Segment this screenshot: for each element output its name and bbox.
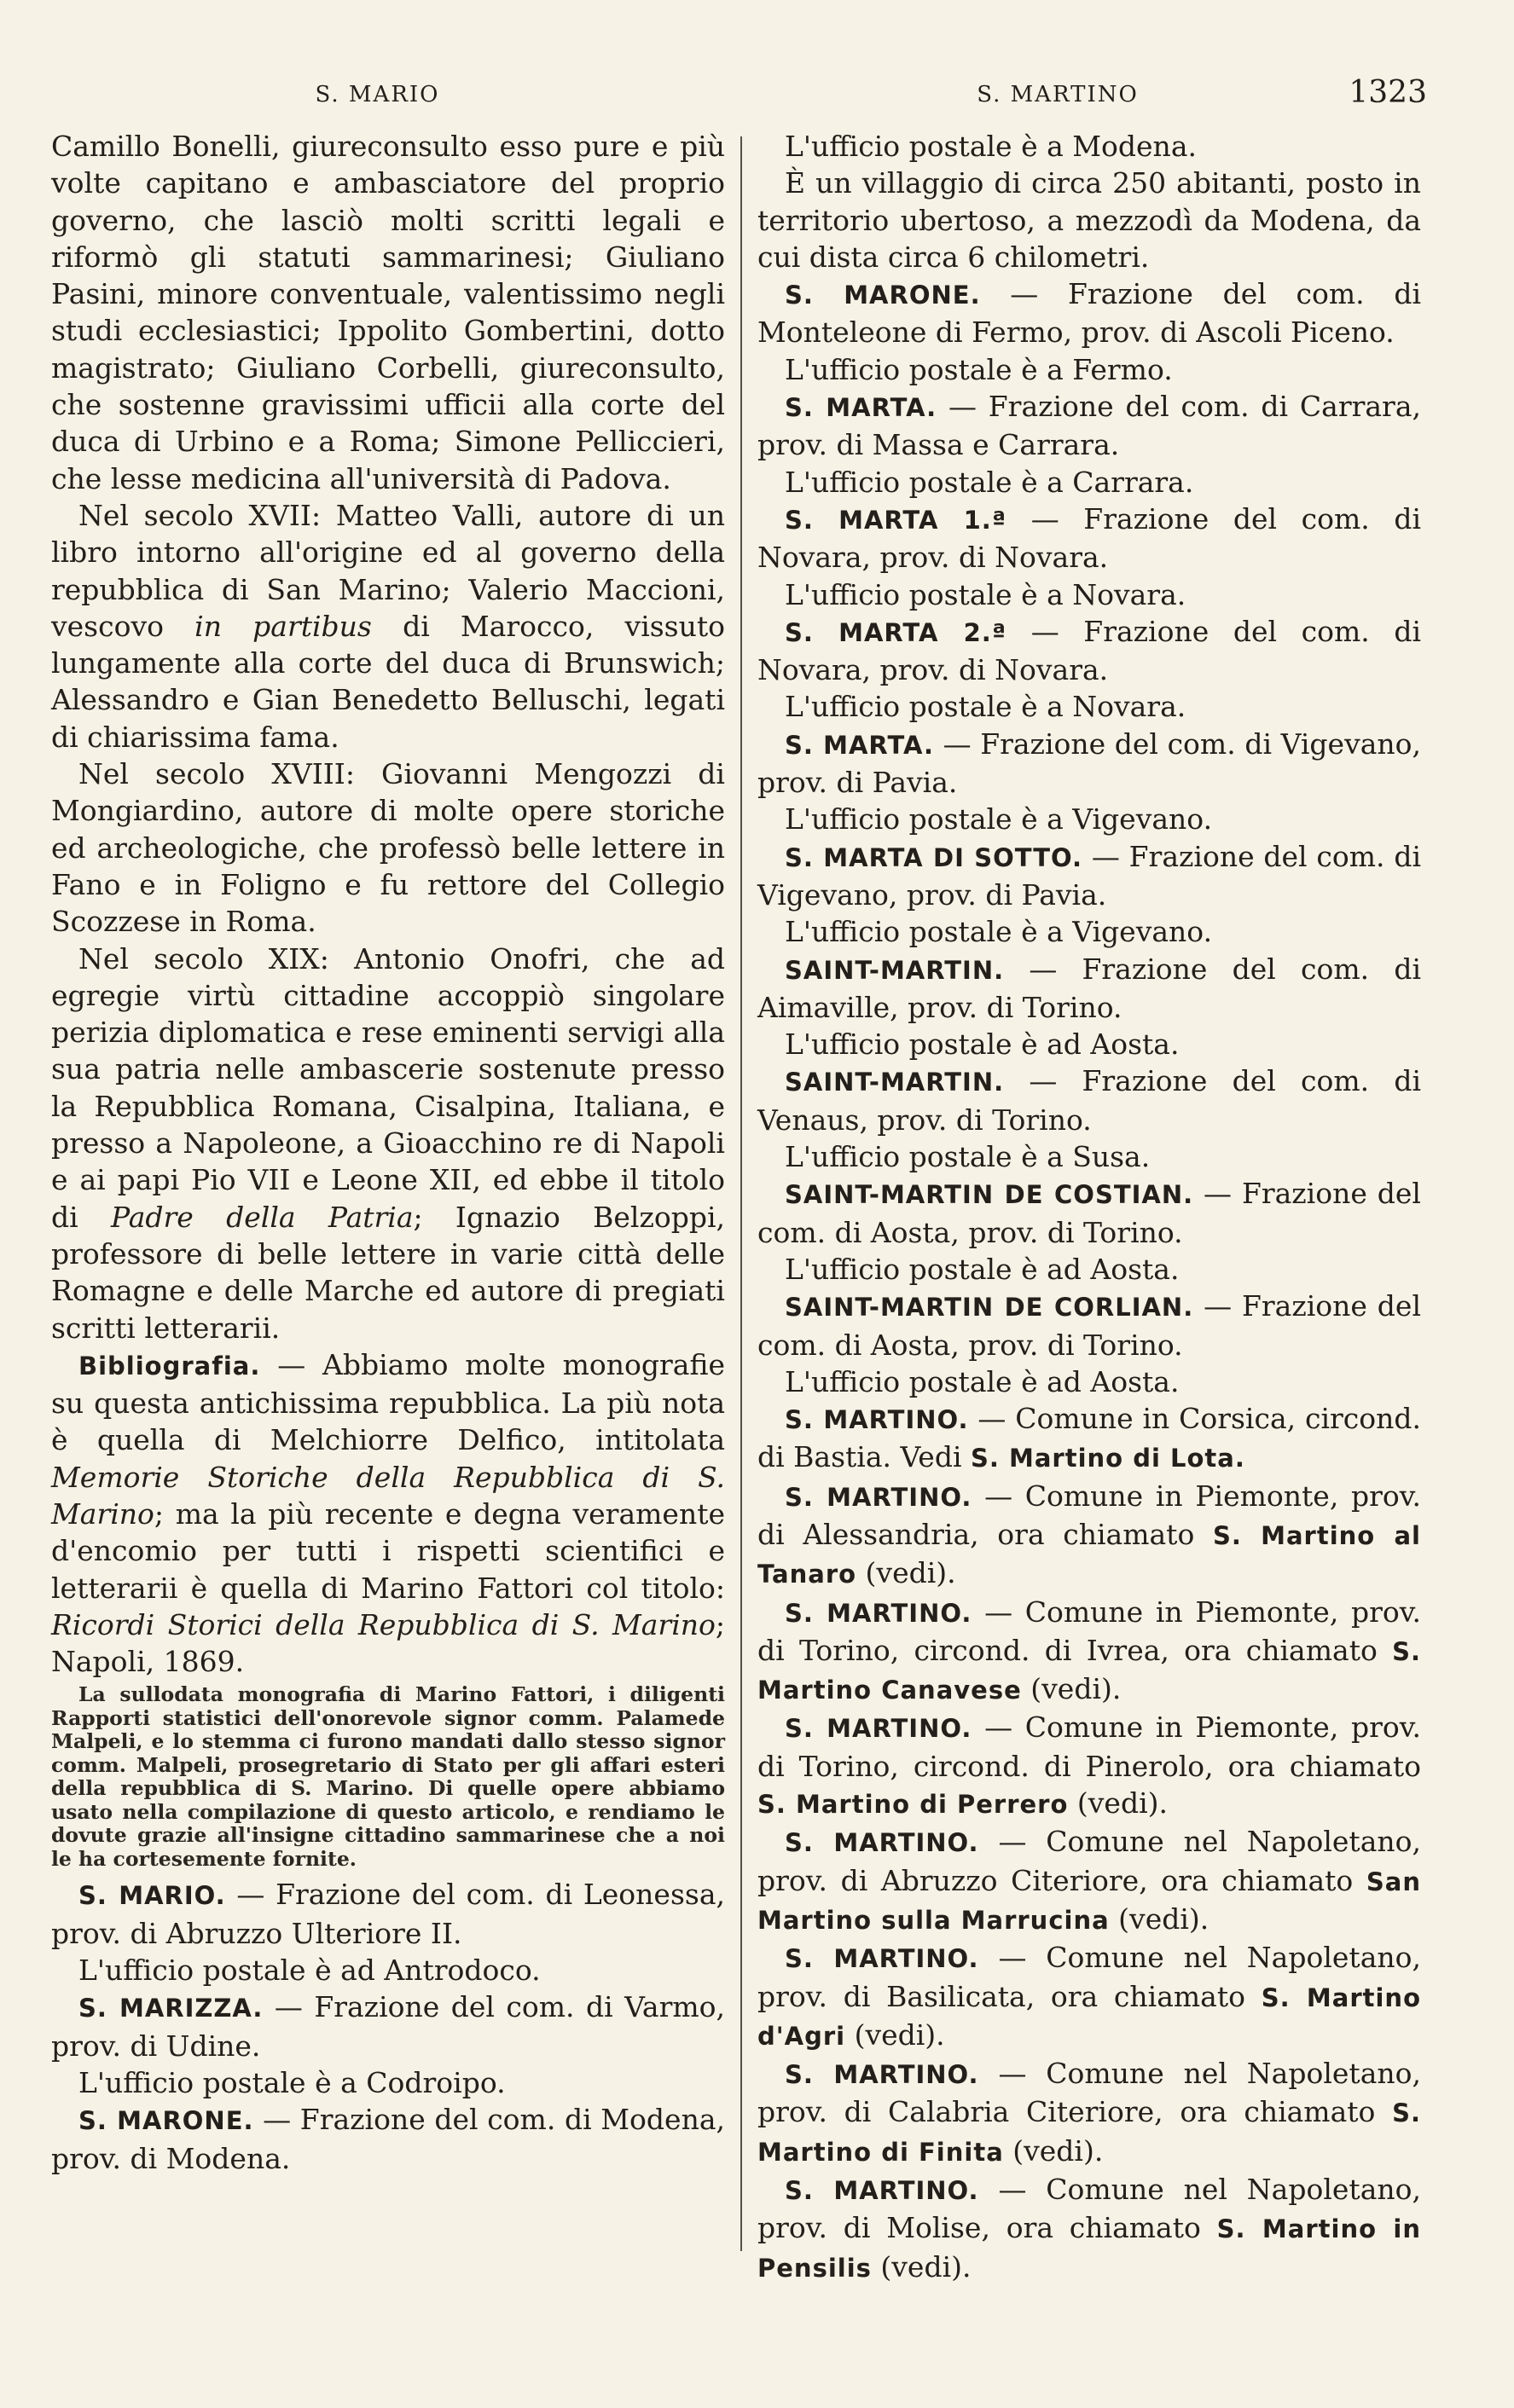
- entry-post: L'ufficio postale è ad Aosta.: [785, 1364, 1180, 1398]
- entry-s-martino-molise: S. MARTINO. — Comune nel Napoletano, prov. di Molise, ora chiamato S. Martino in Pensilis (vedi).: [757, 2173, 1421, 2284]
- running-head-left: S. MARIO: [315, 82, 440, 107]
- page-number: 1323: [1349, 75, 1427, 110]
- entry-s-mario-post: L'ufficio postale è ad Antrodoco.: [78, 1954, 541, 1988]
- entry-post: L'ufficio postale è a Novara.: [785, 577, 1186, 611]
- column-divider: [740, 136, 742, 2251]
- entry-saint-martin-venaus: SAINT-MARTIN. — Frazione del com. di Venaus, prov. di Torino.: [757, 1064, 1421, 1137]
- entry-s-martino-abruzzo: S. MARTINO. — Comune nel Napoletano, prov. di Abruzzo Citeriore, ora chiamato San Martino sulla Marrucina (vedi).: [757, 1825, 1421, 1936]
- paragraph-xix: Nel secolo XIX: Antonio Onofri, che ad egregie virtù cittadine accoppiò singolare perizia diplomatica e rese eminenti servigi alla sua patria nelle ambascerie sostenute presso la Repubblica Romana, Cisalpina, Italiana, e presso a Napoleone, a Gioacchino re di Napoli e ai papi Pio VII e Leone XII, ed ebbe il titolo di Padre della Patria; Ignazio Belzoppi, professore di belle lettere in varie città delle Romagne e delle Marche ed autore di pregiati scritti letterarii.: [51, 941, 726, 1345]
- left-column: [51, 128, 725, 2177]
- entry-post: L'ufficio postale è a Susa.: [785, 1140, 1151, 1174]
- entry-s-marta-di-sotto: S. MARTA DI SOTTO. — Frazione del com. di Vigevano, prov. di Pavia.: [757, 839, 1421, 912]
- entry-s-mario: S. MARIO. — Frazione del com. di Leonessa, prov. di Abruzzo Ulteriore II.: [51, 1878, 725, 1950]
- entry-saint-martin-de-corlian: SAINT-MARTIN DE CORLIAN. — Frazione del com. di Aosta, prov. di Torino.: [757, 1289, 1421, 1362]
- paragraph-xviii: Nel secolo XVIII: Giovanni Mengozzi di Mongiardino, autore di molte opere storiche ed archeologiche, che professò belle lettere in Fano e in Foligno e fu rettore del Collegio Scozzese in Roma.: [51, 757, 725, 939]
- entry-s-marta-carrara: S. MARTA. — Frazione del com. di Carrara, prov. di Massa e Carrara.: [757, 390, 1422, 462]
- entry-s-martino-pinerolo: S. MARTINO. — Comune in Piemonte, prov. di Torino, circond. di Pinerolo, ora chiamato S. Martino di Perrero (vedi).: [757, 1710, 1421, 1820]
- entry-post: L'ufficio postale è a Novara.: [785, 690, 1186, 724]
- entry-saint-martin-aimaville: SAINT-MARTIN. — Frazione del com. di Aimaville, prov. di Torino.: [757, 952, 1421, 1024]
- entry-s-marizza: S. MARIZZA. — Frazione del com. di Varmo, prov. di Udine.: [51, 1990, 725, 2063]
- entry-s-marone: S. MARONE. — Frazione del com. di Modena, prov. di Modena.: [51, 2103, 725, 2175]
- entry-s-marizza-post: L'ufficio postale è a Codroipo.: [78, 2065, 506, 2099]
- entry-s-marone-post: L'ufficio postale è a Modena.: [785, 130, 1197, 163]
- entry-s-martino-alessandria: S. MARTINO. — Comune in Piemonte, prov. di Alessandria, ora chiamato S. Martino al Tanaro (vedi).: [757, 1479, 1421, 1590]
- running-head-right: S. MARTINO: [977, 82, 1139, 107]
- entry-s-marta-1: S. MARTA 1.ª — Frazione del com. di Novara, prov. di Novara.: [757, 501, 1422, 575]
- entry-post: L'ufficio postale è a Vigevano.: [785, 802, 1213, 836]
- entry-post: L'ufficio postale è ad Aosta.: [785, 1027, 1180, 1062]
- entry-post: L'ufficio postale è ad Aosta.: [785, 1252, 1180, 1286]
- entry-s-marone-desc: È un villaggio di circa 250 abitanti, posto in territorio ubertoso, a mezzodì da Modena, da cui dista circa 6 chilometri.: [757, 166, 1421, 274]
- entry-s-martino-basilicata: S. MARTINO. — Comune nel Napoletano, prov. di Basilicata, ora chiamato S. Martino d'Agri (vedi).: [757, 1941, 1422, 2052]
- entry-s-martino-calabria: S. MARTINO. — Comune nel Napoletano, prov. di Calabria Citeriore, ora chiamato S. Martino di Finita (vedi).: [757, 2057, 1421, 2168]
- entry-saint-martin-de-costian: SAINT-MARTIN DE COSTIAN. — Frazione del com. di Aosta, prov. di Torino.: [757, 1177, 1421, 1249]
- entry-s-marone-fermo: S. MARONE. — Frazione del com. di Monteleone di Fermo, prov. di Ascoli Piceno.: [757, 277, 1422, 350]
- entry-post: L'ufficio postale è a Vigevano.: [785, 915, 1213, 949]
- entry-s-martino-ivrea: S. MARTINO. — Comune in Piemonte, prov. di Torino, circond. di Ivrea, ora chiamato S. Martino Canavese (vedi).: [757, 1595, 1421, 1706]
- paragraph-bibliografia: Bibliografia. — Abbiamo molte monografie su questa antichissima repubblica. La più nota è quella di Melchiorre Delfico, intitolata Memorie Storiche della Repubblica di S. Marino; ma la più recente e degna veramente d'encomio per tutti i rispetti scientifici e letterarii è quella di Marino Fattori col titolo: Ricordi Storici della Repubblica di S. Marino; Napoli, 1869.: [51, 1347, 725, 1679]
- right-column: [757, 128, 1421, 2287]
- entry-post: L'ufficio postale è a Fermo.: [785, 352, 1173, 386]
- paragraph-bonelli: Camillo Bonelli, giureconsulto esso pure e più volte capitano e ambasciatore del proprio governo, che lasciò molti scritti legali e riformò gli statuti sammarinesi; Giuliano Pasini, minore conventuale, valentissimo negli studi ecclesiastici; Ippolito Gombertini, dotto magistrato; Giuliano Corbelli, giureconsulto, che sostenne gravissimi ufficii alla corte del duca di Urbino e a Roma; Simone Pelliccieri, che lesse medicina all'università di Padova.: [51, 130, 725, 495]
- entry-s-marta-2: S. MARTA 2.ª — Frazione del com. di Novara, prov. di Novara.: [757, 614, 1422, 687]
- entry-s-martino-corsica: S. MARTINO. — Comune in Corsica, circond. di Bastia. Vedi S. Martino di Lota.: [757, 1402, 1421, 1474]
- entry-post: L'ufficio postale è a Carrara.: [785, 465, 1194, 499]
- footnote: La sullodata monografia di Marino Fattori, i diligenti Rapporti statistici dell'onorevole signor comm. Palamede Malpeli, e lo stemma ci furono mandati dallo stesso signor comm. Malpeli, prosegretario di Stato per gli affari esteri della repubblica di S. Marino. Di quelle opere abbiamo usato nella compilazione di questo articolo, e rendiamo le dovute grazie all'insigne cittadino sammarinese che a noi le ha cortesemente fornite.: [51, 1682, 725, 1871]
- entry-s-marta-vigevano: S. MARTA. — Frazione del com. di Vigevano, prov. di Pavia.: [757, 726, 1422, 800]
- paragraph-xvii: Nel secolo XVII: Matteo Valli, autore di un libro intorno all'origine ed al governo della repubblica di San Marino; Valerio Maccioni, vescovo in partibus di Marocco, vissuto lungamente alla corte del duca di Brunswich; Alessandro e Gian Benedetto Belluschi, legati di chiarissima fama.: [51, 498, 726, 754]
